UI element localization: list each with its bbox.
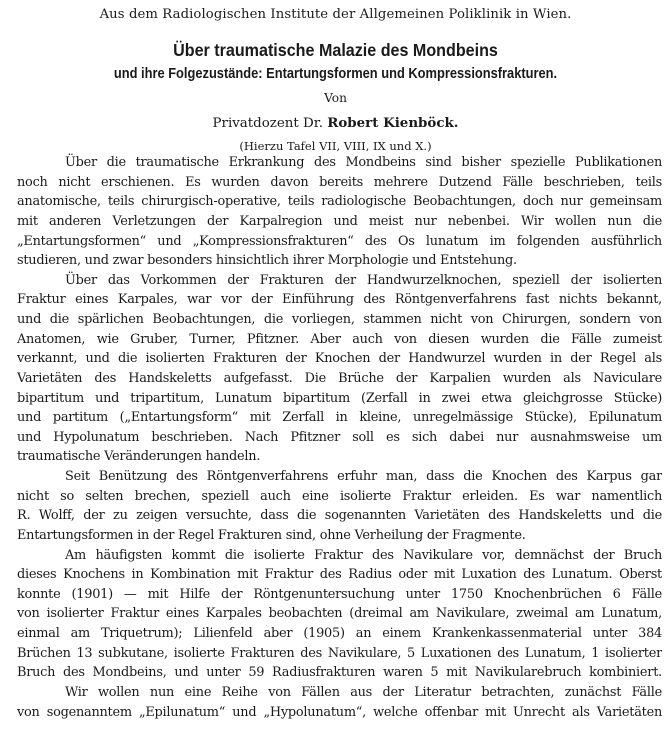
body-line: bipartitum und tripartitum, Lunatum bipartitum (Zerfall in zwei etwa gleichgrosse Stücke) [17, 390, 662, 406]
body-line: von sogenanntem „Epilunatum“ und „Hypolunatum“, welche offenbar mit Unrecht als Varietäten [17, 704, 662, 720]
author-name: Robert Kienböck. [327, 115, 459, 131]
body-line: Über das Vorkommen der Frakturen der Handwurzelknochen, speziell der isolierten [65, 272, 662, 288]
body-line: nicht so selten brechen, speziell auch eine isolierte Fraktur erleiden. Es war namentlich [17, 488, 662, 504]
body-line: verkannt, und die isolierten Frakturen der Knochen der Handwurzel wurden in der Regel als [17, 351, 662, 367]
body-line: dieses Knochens in Kombination mit Fraktur des Radius oder mit Luxation des Lunatum. Oberst [17, 567, 662, 583]
plates-note: (Hierzu Tafel VII, VIII, IX und X.) [239, 139, 432, 153]
body-line: Brüchen 13 subkutane, isolierte Frakturen des Navikulare, 5 Luxationen des Lunatum, 1 isolierter [17, 645, 662, 661]
body-line: und partitum („Entartungsform“ mit Zerfall in kleine, unregelmässige Stücke), Epilunatum [17, 410, 662, 426]
body-line: „Entartungsformen“ und „Kompressionsfrakturen“ des Os lunatum im folgenden ausführlich [17, 233, 662, 249]
body-line: Bruch des Mondbeins, und unter 59 Radiusfrakturen waren 5 mit Navikularebruch kombiniert. [17, 665, 662, 681]
article-body [17, 153, 662, 722]
body-line: Über die traumatische Erkrankung des Mondbeins sind bisher spezielle Publikationen [65, 155, 662, 170]
body-line: traumatische Veränderungen handeln. [17, 449, 261, 465]
body-line: R. Wolff, der zu zeigen versuchte, dass die sogenannten Varietäten des Handskeletts und die [17, 508, 662, 524]
body-line: Seit Benützung des Röntgenverfahrens erfuhr man, dass die Knochen des Karpus gar [65, 469, 662, 484]
body-line: studieren, und zwar besonders hinsichtlich ihrer Morphologie und Entstehung. [17, 253, 517, 269]
body-line: und die spärlichen Beobachtungen, die vorliegen, stammen nicht von Chirurgen, sondern von [17, 312, 662, 327]
body-line: und Hypolunatum beschrieben. Nach Pfitzner soll es sich dabei nur ausnahmsweise um [17, 429, 662, 445]
by-line: Von [324, 91, 347, 105]
article-subtitle: und ihre Folgezustände: Entartungsformen und Kompressionsfrakturen. [113, 66, 558, 82]
body-line: mit anderen Verletzungen der Karpalregion und meist nur nebenbei. Wir wollen nun die [17, 213, 662, 229]
author-line [0, 115, 671, 131]
body-line: anatomische, teils chirurgisch-operative, teils radiologische Beobachtungen, doch nur gemeinsam [17, 194, 662, 210]
body-line: Am häufigsten kommt die isolierte Fraktur des Navikulare vor, demnächst der Bruch [65, 547, 662, 563]
institute-line: Aus dem Radiologischen Institute der Allgemeinen Poliklinik in Wien. [99, 7, 572, 22]
body-line: einmal am Triquetrum); Lilienfeld aber (1905) an einem Krankenkassenmaterial unter 384 [17, 626, 662, 641]
body-line: konnte (1901) — mit Hilfe der Röntgenuntersuchung unter 1750 Knochenbrüchen 6 Fälle [17, 586, 662, 602]
body-line: noch nicht erschienen. Es wurden davon bereits mehrere Dutzend Fälle beschrieben, teils [17, 174, 662, 190]
body-line: Wir wollen nun eine Reihe von Fällen aus der Literatur betrachten, zunächst Fälle [65, 684, 662, 700]
body-line: Fraktur eines Karpales, war vor der Einführung des Röntgenverfahrens fast nichts bekannt, [17, 292, 662, 308]
body-line: Anatomen, wie Gruber, Turner, Pfitzner. Aber auch von diesen wurden die Fälle zumeist [17, 331, 662, 347]
article-title: Über traumatische Malazie des Mondbeins [173, 40, 498, 60]
author-prefix: Privatdozent Dr. [212, 116, 323, 131]
body-line: Varietäten des Handskeletts aufgefasst. Die Brüche der Karpalien wurden als Naviculare [17, 370, 662, 386]
body-line: von isolierter Fraktur eines Karpales beobachten (dreimal am Navikulare, zweimal am Lunatum, [17, 606, 662, 622]
body-line: Entartungsformen in der Regel Frakturen sind, ohne Verheilung der Fragmente. [17, 527, 526, 543]
